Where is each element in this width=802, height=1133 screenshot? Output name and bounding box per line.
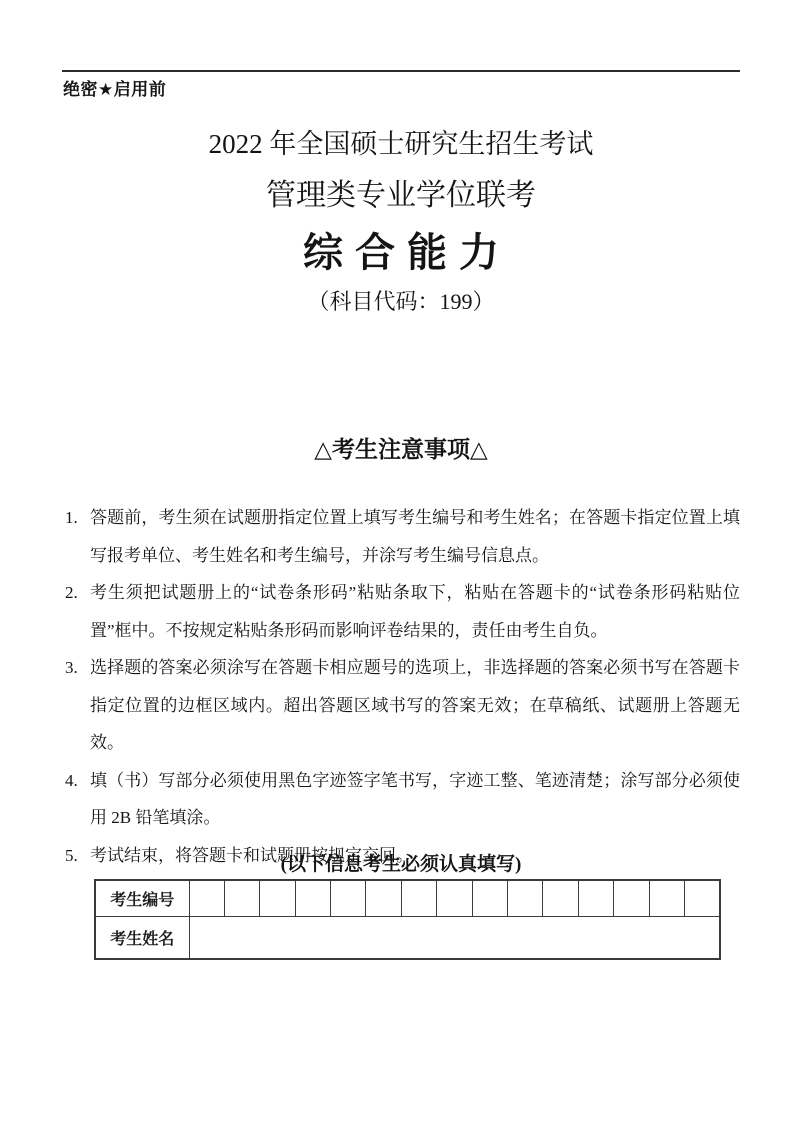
notice-item-text: 选择题的答案必须涂写在答题卡相应题号的选项上，非选择题的答案必须书写在答题卡指定位置的边框区域内。超出答题区域书写的答案无效；在草稿纸、试题册上答题无效。 — [90, 658, 740, 752]
candidate-number-digit-cell[interactable] — [543, 880, 578, 916]
candidate-number-digit-cell[interactable] — [331, 880, 366, 916]
subject-code: （科目代码：199） — [307, 289, 495, 314]
candidate-name-input-cell[interactable] — [189, 916, 720, 959]
notice-item — [62, 649, 740, 762]
notice-item-number: 2. — [65, 583, 78, 602]
notice-heading: △考生注意事项△ — [314, 436, 488, 462]
notice-item-text: 考生须把试题册上的“试卷条形码”粘贴条取下，粘贴在答题卡的“试卷条形码粘贴位置”框中。不按规定粘贴条形码而影响评卷结果的，责任由考生自负。 — [90, 583, 740, 640]
subject-title: 综合能力 — [303, 231, 511, 275]
notice-item-text: 填（书）写部分必须使用黑色字迹签字笔书写，字迹工整、笔迹清楚；涂写部分必须使用 2B 铅笔填涂。 — [90, 770, 740, 827]
candidate-number-digit-cell[interactable] — [401, 880, 436, 916]
notice-item-text: 答题前，考生须在试题册指定位置上填写考生编号和考生姓名；在答题卡指定位置上填写报考单位、考生姓名和考生编号，并涂写考生编号信息点。 — [90, 508, 740, 565]
notice-item — [62, 762, 740, 837]
candidate-number-label: 考生编号 — [95, 880, 189, 916]
exam-title: 2022 年全国硕士研究生招生考试 — [208, 129, 594, 159]
notice-item-number: 3. — [65, 658, 78, 677]
fill-instruction: (以下信息考生必须认真填写) — [280, 854, 522, 875]
notice-item — [62, 499, 740, 574]
security-classification-label: 绝密★启用前 — [63, 80, 167, 99]
candidate-number-digit-cell[interactable] — [189, 880, 224, 916]
top-rule-divider — [62, 70, 740, 72]
exam-subtitle: 管理类专业学位联考 — [266, 179, 536, 212]
candidate-number-row — [95, 880, 720, 916]
candidate-info-table — [94, 879, 721, 960]
candidate-number-digit-cell[interactable] — [260, 880, 295, 916]
candidate-number-digit-cell[interactable] — [649, 880, 684, 916]
candidate-name-row — [95, 916, 720, 959]
notice-item-number: 5. — [65, 845, 78, 865]
candidate-number-digit-cell[interactable] — [614, 880, 649, 916]
notice-item-text: 考试结束，将答题卡和试题册按规定交回。 — [90, 845, 413, 865]
candidate-number-digit-cell[interactable] — [224, 880, 259, 916]
candidate-number-digit-cell[interactable] — [508, 880, 543, 916]
notice-item-number: 4. — [65, 770, 78, 790]
candidate-number-digit-cell[interactable] — [684, 880, 720, 916]
candidate-number-digit-cell[interactable] — [295, 880, 330, 916]
candidate-number-digit-cell[interactable] — [578, 880, 613, 916]
candidate-number-digit-cell[interactable] — [472, 880, 507, 916]
notice-list — [62, 499, 740, 874]
notice-item — [62, 574, 740, 649]
candidate-number-digit-cell[interactable] — [437, 880, 472, 916]
candidate-name-label: 考生姓名 — [95, 916, 189, 959]
notice-item-number: 1. — [65, 508, 78, 527]
candidate-number-digit-cell[interactable] — [366, 880, 401, 916]
